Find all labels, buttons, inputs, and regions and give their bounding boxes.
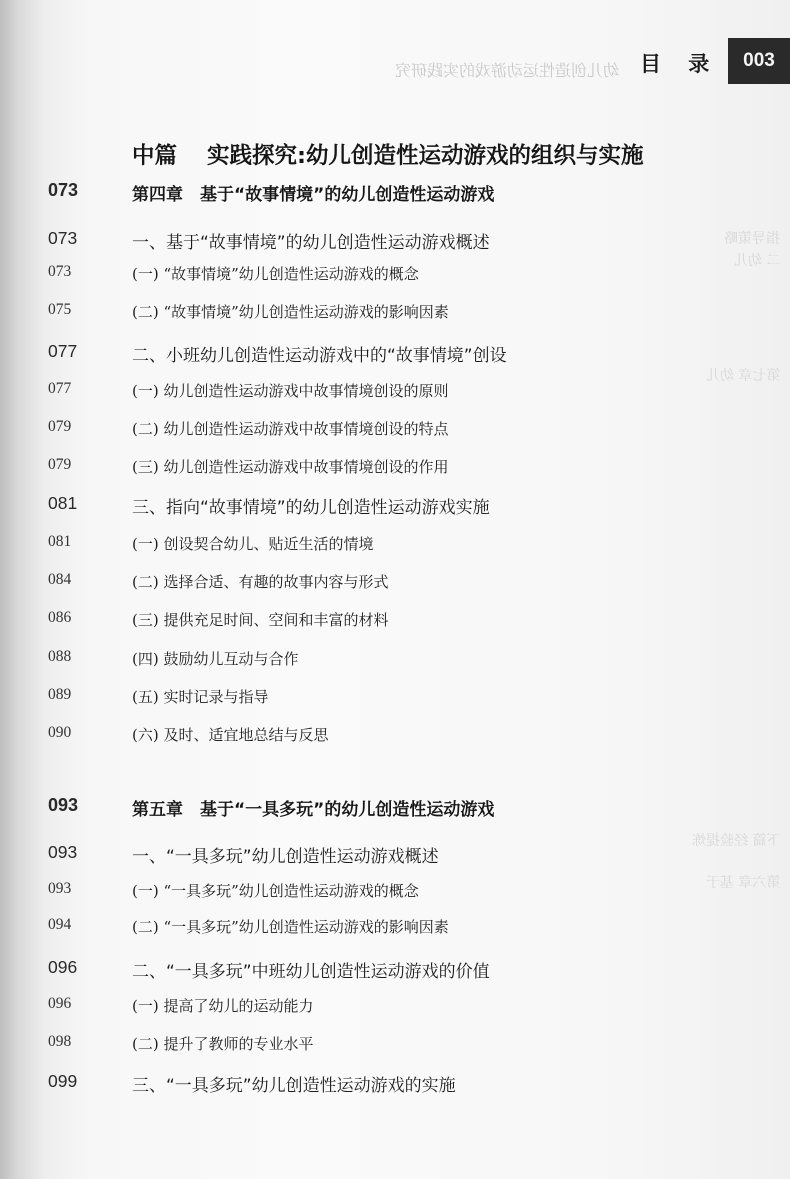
toc-entry-title: 一、基于“故事情境”的幼儿创造性运动游戏概述 bbox=[132, 233, 490, 253]
toc-entry-title: (二) “一具多玩”幼儿创造性运动游戏的影响因素 bbox=[132, 918, 449, 936]
bleed-through-header: 幼儿创造性运动游戏的实践研究 bbox=[395, 61, 620, 80]
toc-page-number: 093 bbox=[48, 795, 79, 815]
toc-entry-title: (三) 提供充足时间、空间和丰富的材料 bbox=[132, 611, 389, 629]
toc-page-number: 073 bbox=[48, 180, 79, 200]
toc-entry-title: (二) 幼儿创造性运动游戏中故事情境创设的特点 bbox=[132, 420, 449, 438]
bleed-through-text: 指导策略 bbox=[724, 231, 780, 247]
bleed-through-text: 下篇 经验提炼 bbox=[691, 833, 780, 849]
toc-page-number: 081 bbox=[48, 493, 78, 513]
toc-page-number: 081 bbox=[48, 533, 72, 550]
toc-entry-title: (五) 实时记录与指导 bbox=[132, 688, 269, 706]
bleed-through-text: 二 幼儿 bbox=[733, 253, 780, 269]
part-title: 实践探究:幼儿创造性运动游戏的组织与实施 bbox=[207, 143, 644, 169]
toc-entry-title: 三、“一具多玩”幼儿创造性运动游戏的实施 bbox=[132, 1076, 456, 1096]
toc-entry-title: (一) “故事情境”幼儿创造性运动游戏的概念 bbox=[132, 265, 419, 283]
toc-entry-title: (一) 幼儿创造性运动游戏中故事情境创设的原则 bbox=[132, 382, 449, 400]
toc-page-number: 073 bbox=[48, 263, 72, 280]
toc-entry-title: (二) 选择合适、有趣的故事内容与形式 bbox=[132, 573, 389, 591]
toc-page-number: 096 bbox=[48, 995, 72, 1012]
toc-page-number: 084 bbox=[48, 571, 72, 588]
toc-page-number: 093 bbox=[48, 842, 78, 862]
toc-page-number: 090 bbox=[48, 724, 72, 741]
toc-entry-title: (二) 提升了教师的专业水平 bbox=[132, 1035, 314, 1053]
toc-page-number: 099 bbox=[48, 1071, 78, 1091]
toc-page-number: 098 bbox=[48, 1033, 72, 1050]
toc-entry-title: (一) 提高了幼儿的运动能力 bbox=[132, 997, 314, 1015]
toc-entry-title: (四) 鼓励幼儿互动与合作 bbox=[132, 650, 299, 668]
toc-page-number: 094 bbox=[48, 916, 72, 933]
toc-page-number: 079 bbox=[48, 456, 72, 473]
toc-page-number: 077 bbox=[48, 341, 78, 361]
toc-entry-title: (三) 幼儿创造性运动游戏中故事情境创设的作用 bbox=[132, 458, 449, 476]
toc-entry-title: 第五章 基于“一具多玩”的幼儿创造性运动游戏 bbox=[132, 800, 495, 820]
toc-page-number: 096 bbox=[48, 957, 78, 977]
toc-entry-title: 二、“一具多玩”中班幼儿创造性运动游戏的价值 bbox=[132, 962, 490, 982]
toc-page-number: 079 bbox=[48, 418, 72, 435]
toc-entry-title: (一) “一具多玩”幼儿创造性运动游戏的概念 bbox=[132, 882, 419, 900]
toc-page-number: 073 bbox=[48, 228, 78, 248]
bleed-through-text: 第七章 幼儿 bbox=[705, 368, 780, 384]
page-number-badge: 003 bbox=[728, 38, 790, 84]
toc-page-number: 075 bbox=[48, 301, 72, 318]
toc-entry-title: 一、“一具多玩”幼儿创造性运动游戏概述 bbox=[132, 847, 439, 867]
toc-entry-title: (六) 及时、适宜地总结与反思 bbox=[132, 726, 329, 744]
toc-page-number: 088 bbox=[48, 648, 72, 665]
toc-page-number: 089 bbox=[48, 686, 72, 703]
toc-page-number: 093 bbox=[48, 880, 72, 897]
bleed-through-text: 第六章 基于 bbox=[705, 875, 780, 891]
part-heading bbox=[132, 138, 644, 170]
toc-entry-title: 三、指向“故事情境”的幼儿创造性运动游戏实施 bbox=[132, 498, 490, 518]
toc-entry-title: 第四章 基于“故事情境”的幼儿创造性运动游戏 bbox=[132, 185, 495, 205]
toc-entry-title: 二、小班幼儿创造性运动游戏中的“故事情境”创设 bbox=[132, 346, 507, 366]
toc-entry-title: (一) 创设契合幼儿、贴近生活的情境 bbox=[132, 535, 374, 553]
toc-page-number: 077 bbox=[48, 380, 72, 397]
page-section-label: 目 录 bbox=[640, 52, 720, 76]
toc-page-number: 086 bbox=[48, 609, 72, 626]
toc-entry-title: (二) “故事情境”幼儿创造性运动游戏的影响因素 bbox=[132, 303, 449, 321]
part-name: 中篇 bbox=[132, 143, 178, 169]
